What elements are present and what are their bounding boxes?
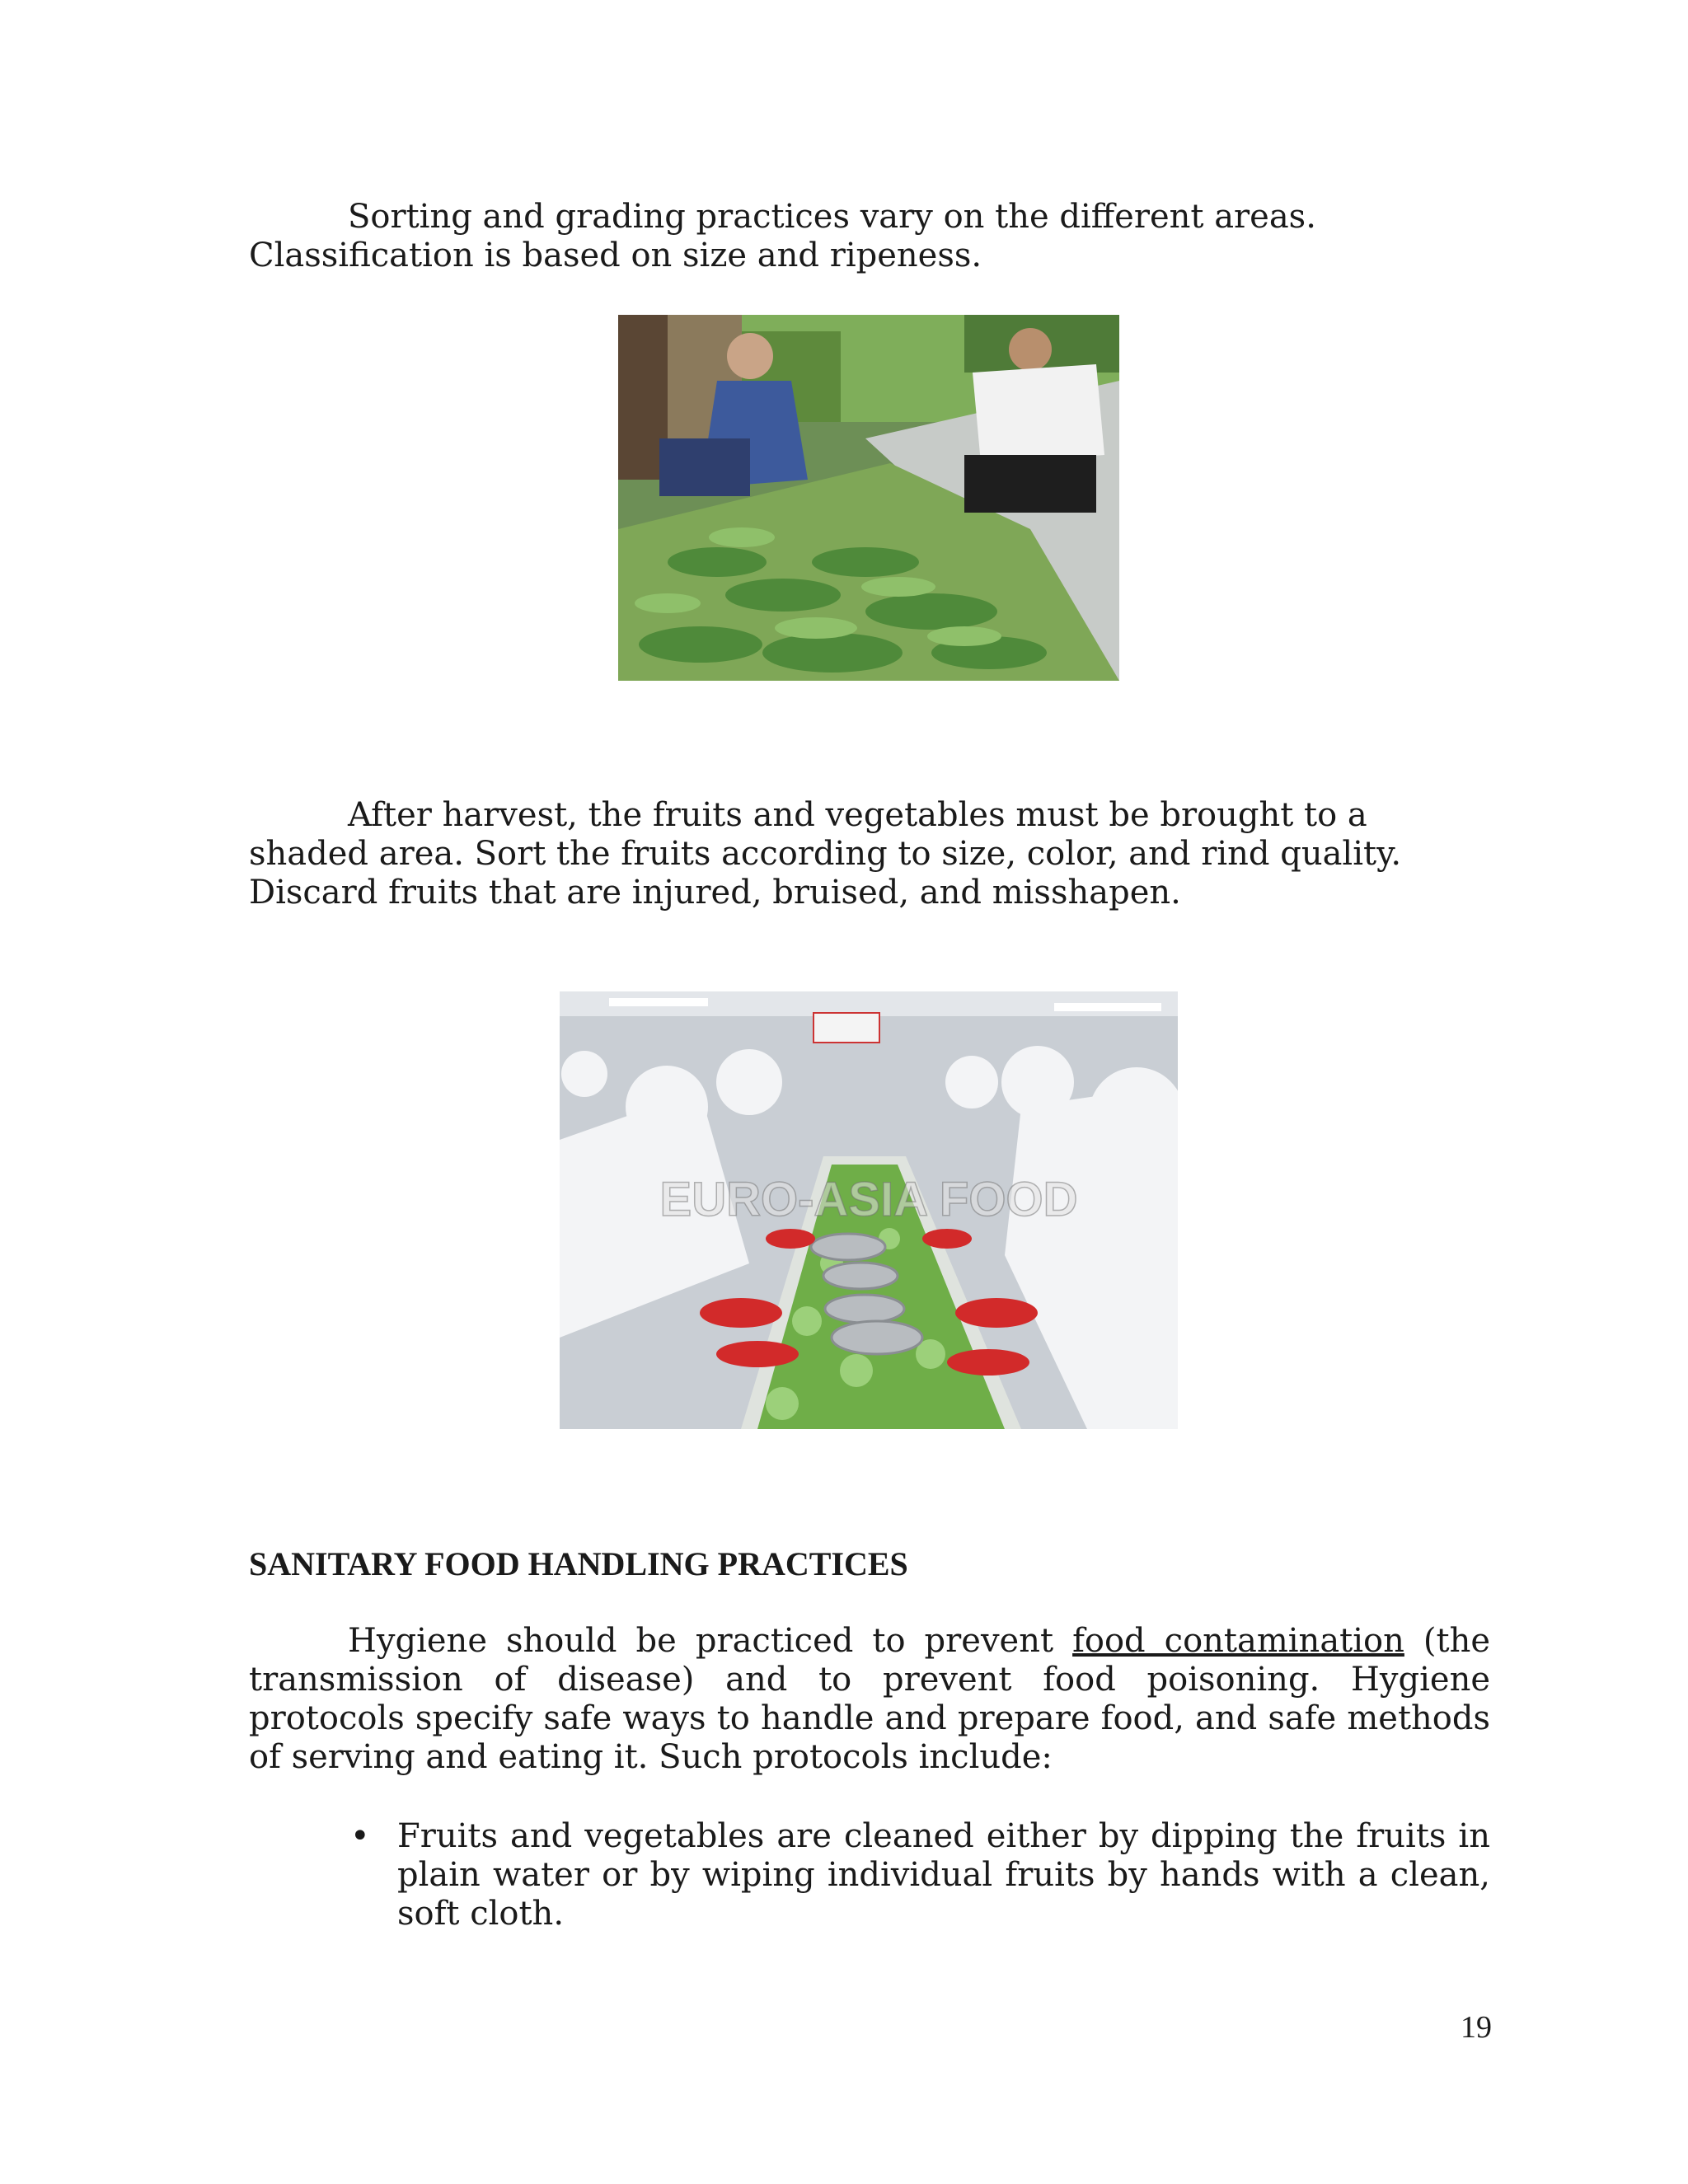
list-item-text: Fruits and vegetables are cleaned either by dipping the fruits in plain water or by wiping individual fruits by hands with a clean, soft cloth. xyxy=(397,1817,1490,1933)
watermark-text: EURO-ASIA FOOD xyxy=(659,1173,1078,1226)
paragraph-hygiene xyxy=(249,1622,1490,1777)
section-heading: SANITARY FOOD HANDLING PRACTICES xyxy=(249,1545,908,1582)
factory-workers-image xyxy=(560,991,1178,1429)
hygiene-text-end: (the transmission of disease) and to prevent food poisoning. Hygiene protocols specify safe ways to handle and prepare food, and safe methods of serving and eating it. Such protocols include: xyxy=(249,1622,1491,1776)
list-item xyxy=(346,1817,1490,1933)
paragraph-sorting: Sorting and grading practices vary on the different areas. Classification is based on size and ripeness. xyxy=(249,198,1316,274)
bitter-gourd-sorting-image xyxy=(618,315,1119,681)
bullet-icon: • xyxy=(350,1817,370,1855)
sorting-photo xyxy=(618,315,1119,681)
protocol-list xyxy=(346,1817,1490,1933)
paragraph-after-harvest: After harvest, the fruits and vegetables must be brought to a shaded area. Sort the fruits according to size, color, and rind quality. Discard fruits that are injured, bruised, and misshapen. xyxy=(249,796,1402,912)
page-number: 19 xyxy=(1461,2010,1492,2045)
food-contamination-link[interactable]: food contamination xyxy=(1072,1622,1404,1660)
factory-sorting-photo xyxy=(560,991,1178,1429)
hygiene-text-start: Hygiene should be practiced to prevent xyxy=(348,1622,1073,1660)
